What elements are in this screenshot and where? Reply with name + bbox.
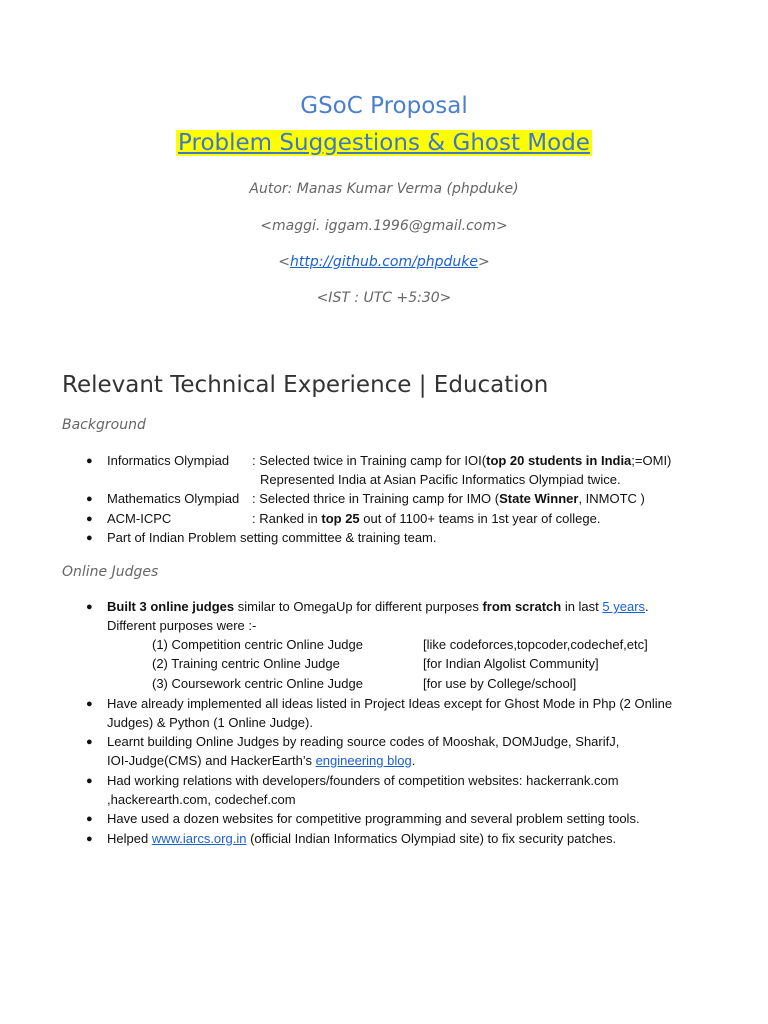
oj-item-text: Had working relations with developers/founders of competition websites: hackerrank.com — [107, 773, 619, 788]
bullet-icon: ● — [86, 813, 93, 825]
online-judges-heading: Online Judges — [62, 564, 159, 580]
author-line: Autor: Manas Kumar Verma (phpduke) — [249, 181, 519, 197]
judge-type-name: (2) Training centric Online Judge — [152, 656, 340, 671]
bullet-icon: ● — [86, 833, 93, 845]
bullet-icon: ● — [86, 736, 93, 748]
document-subtitle — [0, 130, 768, 156]
timezone-line: <IST : UTC +5:30> — [316, 290, 452, 306]
email-line: <maggi. iggam.1996@gmail.com> — [260, 218, 508, 234]
bg-item-label: Informatics Olympiad — [107, 453, 230, 468]
bullet-icon: ● — [86, 532, 93, 544]
bg-item-detail: : Ranked in top 25 out of 1100+ teams in 1st year of college. — [252, 511, 601, 526]
judge-type-name: (1) Competition centric Online Judge — [152, 637, 363, 652]
five-years-link[interactable]: 5 years — [602, 599, 646, 614]
oj-item-text: Built 3 online judges similar to OmegaUp for different purposes from scratch in last 5 years. — [107, 599, 649, 614]
bg-item-detail-line2: Represented India at Asian Pacific Informatics Olympiad twice. — [260, 472, 621, 487]
judge-type-note: [for use by College/school] — [423, 676, 577, 691]
subtitle-highlight: Problem Suggestions & Ghost Mode — [178, 130, 590, 156]
bullet-icon: ● — [86, 775, 93, 787]
bg-item-detail: : Selected twice in Training camp for IOI(top 20 students in India;=OMI) — [252, 453, 672, 468]
oj-item-text-line2: IOI-Judge(CMS) and HackerEarth’s engineering blog. — [107, 753, 416, 768]
bg-item-label: Mathematics Olympiad — [107, 491, 240, 506]
oj-item-text: Have used a dozen websites for competitive programming and several problem setting tools. — [107, 811, 640, 826]
bullet-icon: ● — [86, 513, 93, 525]
bullet-icon: ● — [86, 698, 93, 710]
bullet-icon: ● — [86, 493, 93, 505]
bg-item-label: ACM-ICPC — [107, 511, 172, 526]
oj-item-text: Have already implemented all ideas listed in Project Ideas except for Ghost Mode in Php (2 Online — [107, 696, 673, 711]
bg-item-detail: : Selected thrice in Training camp for IMO (State Winner, INMOTC ) — [252, 491, 645, 506]
judge-type-name: (3) Coursework centric Online Judge — [152, 676, 363, 691]
section-heading: Relevant Technical Experience | Education — [62, 372, 549, 398]
bullet-icon: ● — [86, 601, 93, 613]
judge-type-note: [like codeforces,topcoder,codechef,etc] — [423, 637, 648, 652]
iarcs-link[interactable]: www.iarcs.org.in — [151, 831, 247, 846]
judge-type-note: [for Indian Algolist Community] — [423, 656, 599, 671]
engineering-blog-link[interactable]: engineering blog — [315, 753, 412, 768]
background-heading: Background — [62, 417, 146, 433]
oj-item-text: Learnt building Online Judges by reading source codes of Mooshak, DOMJudge, SharifJ, — [107, 734, 620, 749]
github-line: <http://github.com/phpduke> — [278, 254, 490, 270]
oj-item-text-line2: Different purposes were :- — [107, 618, 257, 633]
document-title: GSoC Proposal — [300, 93, 468, 119]
oj-item-text-line2: ,hackerearth.com, codechef.com — [107, 792, 296, 807]
github-link[interactable]: http://github.com/phpduke — [290, 254, 478, 270]
oj-item-text: Helped www.iarcs.org.in (official Indian Informatics Olympiad site) to fix security patches. — [107, 831, 617, 846]
bg-item-text: Part of Indian Problem setting committee & training team. — [107, 530, 437, 545]
oj-item-text-line2: Judges) & Python (1 Online Judge). — [107, 715, 313, 730]
bullet-icon: ● — [86, 455, 93, 467]
